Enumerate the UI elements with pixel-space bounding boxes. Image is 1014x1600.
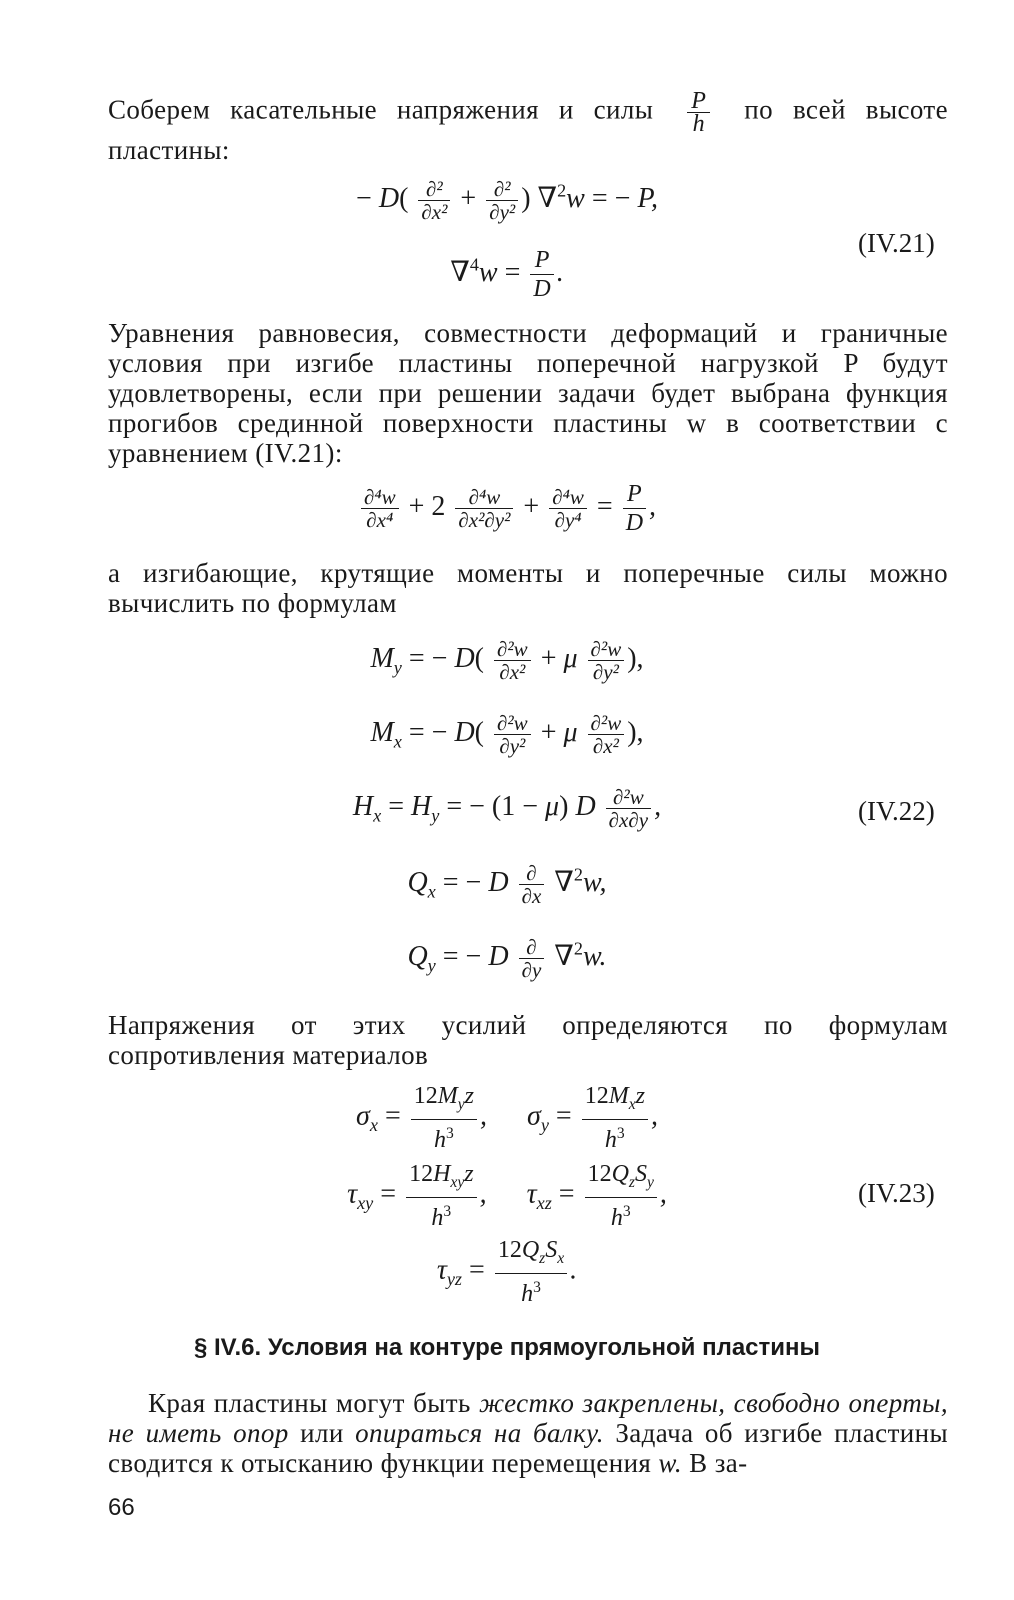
- equation-my: $M_y$ = − D( $\frac{\text{∂²w}}{\text{∂x²}}$ + μ $\frac{\text{∂²w}}{\text{∂y²}}$ ),: [370, 637, 644, 684]
- paragraph-5-emphasis-1: жестко закреплены, свободно оперты, не иметь опор: [108, 1388, 948, 1448]
- paragraph-5-text-1: Края пластины могут быть: [148, 1388, 471, 1418]
- equation-label-iv21: (IV.21): [858, 228, 935, 258]
- paragraph-1-text-a: Соберем касательные напряжения и силы: [108, 94, 654, 125]
- inline-fraction-p-over-h: [687, 90, 710, 135]
- page-number: 66: [108, 1494, 135, 1521]
- paragraph-5-emphasis-2: опираться на балку.: [355, 1418, 604, 1448]
- paragraph-1: [108, 90, 948, 165]
- equation-tau-xy-xz: $\tau_{xy}$ = $12H_{xy}z$ $h^3$ , $\tau_{xz}$ = $12Q_zS_y$ $h^3$ ,: [347, 1161, 667, 1231]
- paragraph-2: Уравнения равновесия, совместности деформаций и граничные условия при изгибе пластины поперечной нагрузкой P будут удовлетворены, если при решении задачи будет выбрана функция прогибов срединной поверхности пластины w в соответствии с уравнением (IV.21):: [108, 318, 948, 468]
- equation-iv21-line2: ∇$^4$w = $\frac{P}{D}$ .: [450, 247, 564, 302]
- equation-iv21-line1: − D( ∂² ∂x² + ∂² ∂y² ) ∇$^2$w = − P,: [356, 177, 658, 224]
- equation-label-iv23: (IV.23): [858, 1178, 935, 1208]
- paragraph-3: а изгибающие, крутящие моменты и поперечные силы можно вычислить по формулам: [108, 558, 948, 618]
- paragraph-1-text-b: по всей высоте пластины:: [108, 94, 949, 165]
- fraction-numerator: P: [691, 88, 707, 114]
- section-heading: § IV.6. Условия на контуре прямоугольной пластины: [193, 1334, 821, 1361]
- equation-qx: $Q_x$ = − D ∂ ∂x ∇$^2$w,: [407, 861, 607, 908]
- paragraph-5-text-4: В за-: [689, 1448, 748, 1478]
- fraction-denominator: h: [687, 112, 710, 135]
- equation-tau-yz: $\tau_{yz}$ = $12Q_zS_x$ $h^3$ .: [436, 1237, 578, 1307]
- paragraph-5-text-2: или: [300, 1418, 344, 1448]
- equation-label-iv22: (IV.22): [858, 796, 935, 826]
- equation-sigma: $\sigma_x$ = $12M_yz$ $h^3$ , $\sigma_y$ = $12M_xz$ $h^3$ ,: [356, 1083, 658, 1153]
- paragraph-4: Напряжения от этих усилий определяются по формулам сопротивления материалов: [108, 1010, 948, 1070]
- equation-biharmonic: $\frac{\text{∂⁴w}}{\text{∂x⁴}}$ + 2 $\frac{\text{∂⁴w}}{\text{∂x²∂y²}}$ + $\frac{\text{∂⁴w}}{\text{∂y⁴}}$ = $\frac{P}{D}$ ,: [0, 480, 1014, 537]
- equation-mx: $M_x$ = − D( $\frac{\text{∂²w}}{\text{∂y²}}$ + μ $\frac{\text{∂²w}}{\text{∂x²}}$ ),: [370, 711, 644, 758]
- paragraph-5-emphasis-3: w.: [658, 1448, 682, 1478]
- equation-h: $H_x = H_y$ = − (1 − μ) D $\frac{\text{∂²w}}{\partial x\partial y}$ ,: [352, 785, 662, 832]
- paragraph-5: [108, 1388, 948, 1478]
- paragraph-5-text-3: Задача об изгибе пластины сводится к отысканию функции перемещения: [108, 1418, 949, 1478]
- equation-qy: $Q_y$ = − D ∂ ∂y ∇$^2$w.: [407, 935, 607, 982]
